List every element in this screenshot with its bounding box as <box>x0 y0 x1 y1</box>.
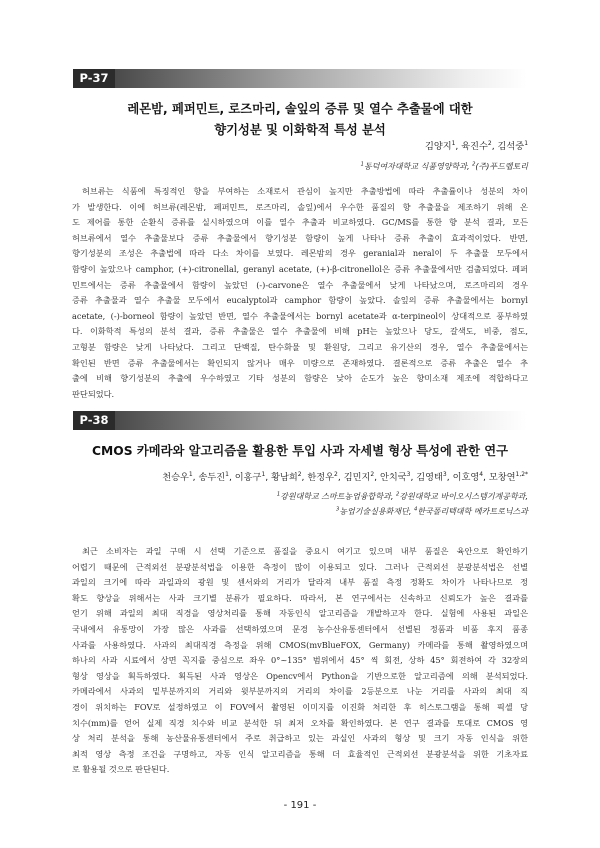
author-name-text: 황남희 <box>271 472 298 483</box>
author-affiliation-mark: 2 <box>297 470 302 478</box>
title-line: CMOS 카메라와 알고리즘을 활용한 투입 사과 자세별 형상 특성에 관한 연구 <box>92 444 508 458</box>
author-name <box>271 472 301 483</box>
body-text-line: 함량이 높았으나 camphor, (+)-citronellal, geranyl acetate, (+)-β-citronellol은 증류 추출물에서만 검출되었다. 페퍼 <box>72 263 528 274</box>
abstract-body <box>72 184 528 402</box>
author-name-text: 김영태 <box>416 472 443 483</box>
author-affiliation-mark: 2 <box>370 470 375 478</box>
author-name-text: 안치국 <box>379 472 407 483</box>
author-name-text: 모창연 <box>488 472 516 483</box>
author-name <box>307 472 337 483</box>
author-name-text: 송두진 <box>198 472 226 483</box>
body-text-line: 어렵기 때문에 근적외선 분광분석법을 이용한 측정이 많이 이용되고 있다. 그러나 근적외선 분광분석법은 선별 <box>72 561 528 572</box>
author-affiliation-mark: 1 <box>524 139 528 147</box>
author-name-text: 김민지 <box>343 472 371 483</box>
author-name <box>498 141 528 152</box>
author-name <box>416 472 446 483</box>
author-name-text: 김석중 <box>497 141 525 152</box>
author-affiliation-mark: 1 <box>225 470 229 478</box>
affiliation-mark: 2 <box>395 491 400 498</box>
affiliation-mark: 1 <box>360 161 364 168</box>
body-text-line: 확도 향상을 위해서는 사과 크기별 분류가 필요하다. 따라서, 본 연구에서는 신속하고 신뢰도가 높은 결과를 <box>72 592 528 603</box>
body-text-line: 최근 소비자는 과일 구매 시 선택 기준으로 품질을 중요시 여기고 있으며 내부 품질은 육안으로 확인하기 <box>82 546 528 556</box>
body-text-line: 다. 이화학적 특성의 분석 결과, 증류 추출물은 열수 추출물에 비해 pH는 높았으나 당도, 갈색도, 비중, 점도, <box>72 326 528 337</box>
body-text-line: 하나의 사과 시료에서 상면 꼭지를 중심으로 좌우 0°~135° 범위에서 45° 씩 회전, 상하 45° 회전하여 각 32장의 <box>72 655 528 666</box>
affiliation-text: (주)푸드랩토리 <box>475 162 528 171</box>
affiliation-text: 강원대학교 바이오시스템기계공학과, <box>399 492 528 501</box>
affiliation-text: 농업기술실용화재단, <box>339 507 414 516</box>
body-text-line: 민트에서는 증류 추출물에서 함량이 높았던 (-)-carvone은 열수 추출물에서 낮게 나타났으며, 로즈마리의 경우 <box>72 279 528 290</box>
author-name-text: 김양지 <box>424 141 452 152</box>
author-affiliation-mark: 1 <box>188 470 193 478</box>
section-tag-bar <box>115 69 527 88</box>
body-text-line: 치수(mm)를 얻어 실제 직경 치수와 비교 분석한 뒤 최저 오차를 확인하였다. 본 연구 결과를 토대로 CMOS 영 <box>72 717 528 728</box>
author-affiliation-mark: 4 <box>479 470 484 478</box>
body-text-line: 향기성분의 조성은 추출법에 따라 다소 차이를 보였다. 레몬밤의 경우 geranial과 neral이 두 추출물 모두에서 <box>72 248 528 259</box>
author-name <box>344 472 374 483</box>
body-text-line: 로 활용될 것으로 판단된다. <box>72 764 170 775</box>
body-text-line: 출에 비해 향기성분의 추출에 우수하였고 기타 성분의 함량은 낮아 순도가 높은 향미소재 제조에 적합하다고 <box>72 373 528 384</box>
body-text-line: 허브류에서 열수 추출물보다 증류 추출물에서 향기성분 함량이 높게 나타나 증류 추출이 효과적이었다. 반면, <box>72 232 528 243</box>
author-affiliation-mark: 1 <box>261 470 266 478</box>
affiliation-line <box>361 160 528 173</box>
body-text-line: 판단되었다. <box>72 388 115 399</box>
author-name <box>235 472 265 483</box>
author-name <box>461 141 491 152</box>
body-text-line: 가 발생한다. 이에 허브류(레몬밤, 페퍼민트, 로즈마리, 솔잎)에서 우수한 품질의 향 추출물을 제조하기 위해 온 <box>72 201 528 212</box>
section-tag: P-37 <box>73 69 115 88</box>
author-name <box>453 472 483 483</box>
paper-title <box>60 441 540 462</box>
author-name-text: 이홍구 <box>234 472 262 483</box>
author-name-text: 천승우 <box>162 472 189 483</box>
affiliation-text: 동덕여자대학교 식품영양학과, <box>363 162 473 171</box>
affiliation-mark: 3 <box>336 506 340 513</box>
body-text-line: 형상 영상을 획득하였다. 획득된 사과 영상은 Opencv에서 Python을 기반으로한 알고리즘에 의해 분석되었다. <box>72 670 528 681</box>
affiliation-mark: 2 <box>472 161 476 168</box>
affiliation-list <box>361 160 528 173</box>
author-name-text: 한정우 <box>307 472 335 483</box>
section-tag: P-38 <box>73 411 115 430</box>
author-name <box>199 472 229 483</box>
author-name-text: 육진수 <box>461 141 488 152</box>
body-text-line: 허브류는 식품에 특징적인 향을 부여하는 소재로서 관심이 높지만 추출방법에 따라 추출률이나 성분의 차이 <box>82 186 528 196</box>
paper-title <box>60 99 540 141</box>
affiliation-mark: 1 <box>276 491 281 498</box>
page-number: - 191 - <box>283 800 317 811</box>
affiliation-text: 한국폴리텍대학 메카트로닉스과 <box>417 507 528 516</box>
abstract-body <box>72 544 528 778</box>
body-text-line: 도 제어를 통한 순환식 증류를 실시하였으며 이를 열수 추출과 비교하였다. GC/MS를 통한 향 분석 결과, 모든 <box>72 217 528 228</box>
body-text-line: 고형분 함량은 낮게 나타났다. 그리고 단백질, 탄수화물 및 환원당, 그리고 유기산의 경우, 열수 추출물에서는 <box>72 341 528 352</box>
author-list: 김양지$^1$, 육진수$^2$, 김석중$^1$ <box>424 139 528 152</box>
author-affiliation-mark: 1 <box>451 139 456 147</box>
author-name-text: 이호영 <box>452 472 480 483</box>
body-text-line: 카메라에서 사과의 밑부분까지의 거리와 윗부분까지의 거리의 차이를 2등분으로 나눈 거리를 사과의 최대 직 <box>72 686 528 697</box>
author-name <box>489 472 528 483</box>
body-text-line: 상 처리 분석을 통해 농산물유통센터에서 주로 취급하고 있는 과실인 사과의 형상 및 크기 자동 인식을 위한 <box>72 733 528 744</box>
body-text-line: acetate, (-)-borneol 함량이 높았던 반면, 열수 추출물에서는 bornyl acetate과 α-terpineol이 상대적으로 풍부하였 <box>72 310 528 321</box>
author-affiliation-mark: 2 <box>334 470 338 478</box>
body-text-line: 얻기 위해 과일의 최대 직경을 영상처리를 통해 자동인식 알고리즘을 개발하고자 한다. 실험에 사용된 과일은 <box>72 608 528 619</box>
author-affiliation-mark: 3 <box>442 470 447 478</box>
body-text-line: 증류 추출물과 열수 추출물 모두에서 eucalyptol과 camphor 함량이 높았다. 솔잎의 증류 추출물에서는 bornyl <box>72 295 528 306</box>
body-text-line: 경이 위치하는 FOV로 설정하였고 이 FOV에서 촬영된 이미지를 이진화 처리한 후 히스토그램을 통해 픽셀 당 <box>72 701 528 712</box>
author-affiliation-mark: 2 <box>487 139 492 147</box>
author-affiliation-mark: 3 <box>406 470 411 478</box>
author-list: 천승우$^1$, 송두진$^1$, 이홍구$^1$, 황남희$^2$, 한정우$^2$, 김민지$^2$, 안치국$^3$, 김영태$^3$, 이호영$^4$, 모창연$^{1,2*}$ <box>162 470 528 483</box>
section-tag-bar <box>115 411 527 430</box>
affiliation-list <box>277 489 528 519</box>
author-name <box>380 472 410 483</box>
affiliation-text: 강원대학교 스마트농업융합학과, <box>280 492 396 501</box>
body-text-line: 국내에서 유통망이 가장 많은 사과를 선택하였으며 문경 농수산유통센터에서 선별된 정품과 비품 후지 품종 <box>72 623 528 634</box>
affiliation-line <box>277 489 528 504</box>
author-name <box>425 141 455 152</box>
body-text-line: 과일의 크기에 따라 과일과의 광원 및 센서와의 거리가 달라져 내부 품질 측정 정확도 차이가 나타나므로 정 <box>72 577 528 588</box>
affiliation-line <box>277 504 528 519</box>
body-text-line: 사과를 사용하였다. 사과의 최대직경 측정을 위해 CMOS(mvBlueFOX, Germany) 카메라를 통해 촬영하였으며 <box>72 639 528 650</box>
title-line: 레몬밤, 페퍼민트, 로즈마리, 솔잎의 증류 및 열수 추출물에 대한 <box>127 102 473 116</box>
body-text-line: 최적 영상 측정 조건을 구명하고, 자동 인식 알고리즘을 통해 더 효율적인 근적외선 분광분석을 위한 기초자료 <box>72 748 528 759</box>
body-text-line: 확인된 반면 증류 추출물에서는 확인되지 않거나 매우 미량으로 존재하였다. 결론적으로 증류 추출은 열수 추 <box>72 357 528 368</box>
author-name <box>162 472 192 483</box>
author-affiliation-mark: 1,2* <box>515 470 528 478</box>
affiliation-mark: 4 <box>413 506 418 513</box>
title-line: 향기성분 및 이화학적 특성 분석 <box>214 123 386 137</box>
